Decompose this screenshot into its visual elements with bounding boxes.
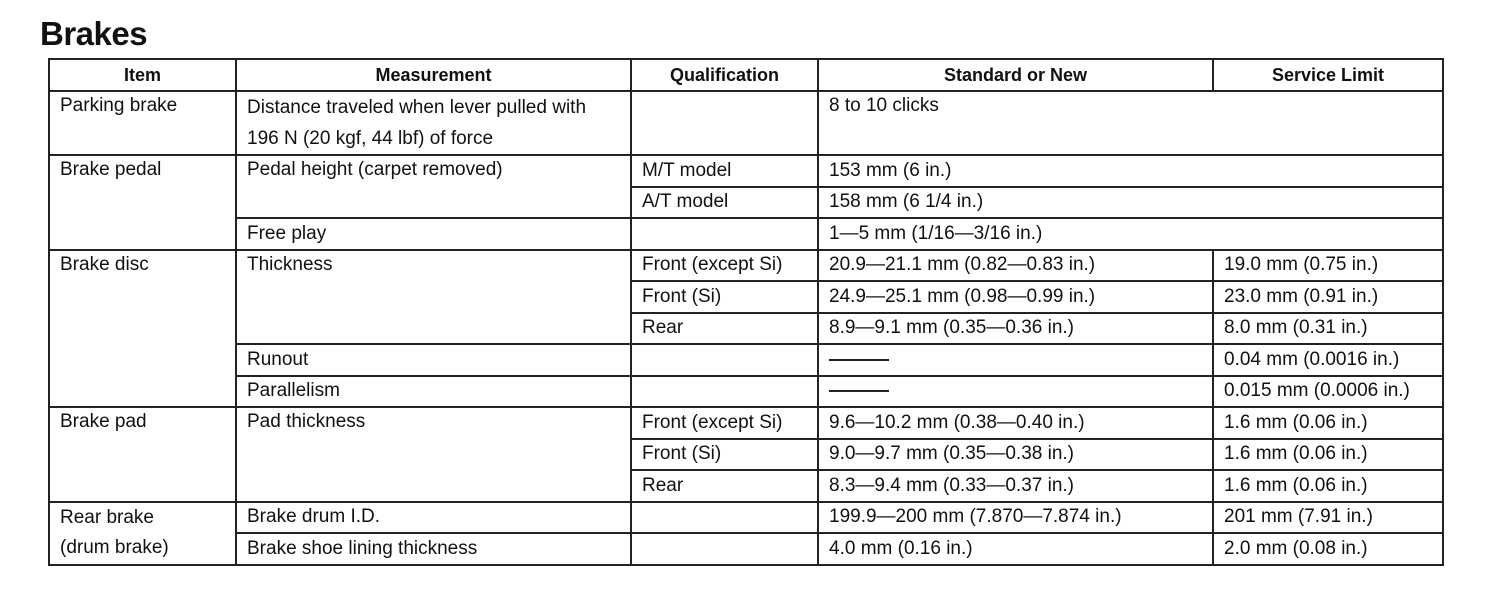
limit-disc-front-except-si: 19.0 mm (0.75 in.): [1213, 250, 1443, 282]
standard-shoe-lining: 4.0 mm (0.16 in.): [818, 533, 1213, 565]
standard-at-pedal-height: 158 mm (6 1/4 in.): [818, 187, 1443, 219]
item-brake-pedal: Brake pedal: [49, 155, 236, 250]
standard-free-play: 1—5 mm (1/16—3/16 in.): [818, 218, 1443, 250]
qualification-cell: [631, 218, 818, 250]
measurement-parking-distance: Distance traveled when lever pulled with 196 N (20 kgf, 44 lbf) of force: [236, 91, 631, 155]
standard-drum-id: 199.9—200 mm (7.870—7.874 in.): [818, 502, 1213, 534]
measurement-disc-thickness: Thickness: [236, 250, 631, 345]
measurement-drum-id: Brake drum I.D.: [236, 502, 631, 534]
limit-shoe-lining: 2.0 mm (0.08 in.): [1213, 533, 1443, 565]
qualification-rear: Rear: [631, 470, 818, 502]
table-header-row: [49, 59, 1443, 91]
qualification-front-except-si: Front (except Si): [631, 250, 818, 282]
measurement-free-play: Free play: [236, 218, 631, 250]
limit-disc-front-si: 23.0 mm (0.91 in.): [1213, 281, 1443, 313]
item-rear-brake: Rear brake: [49, 502, 236, 534]
item-brake-pad: Brake pad: [49, 407, 236, 502]
measurement-runout: Runout: [236, 344, 631, 376]
qualification-front-except-si: Front (except Si): [631, 407, 818, 439]
table-row: [49, 344, 1443, 376]
dash-placeholder: [829, 359, 889, 361]
qualification-at-model: A/T model: [631, 187, 818, 219]
qualification-rear: Rear: [631, 313, 818, 345]
limit-drum-id: 201 mm (7.91 in.): [1213, 502, 1443, 534]
table-row: [49, 218, 1443, 250]
qualification-cell: [631, 502, 818, 534]
limit-pad-front-except-si: 1.6 mm (0.06 in.): [1213, 407, 1443, 439]
standard-disc-front-except-si: 20.9—21.1 mm (0.82—0.83 in.): [818, 250, 1213, 282]
standard-pad-front-si: 9.0—9.7 mm (0.35—0.38 in.): [818, 439, 1213, 471]
table-row: [49, 250, 1443, 282]
item-brake-disc: Brake disc: [49, 250, 236, 408]
item-rear-brake-type: (drum brake): [49, 533, 236, 565]
qualification-cell: [631, 533, 818, 565]
qualification-front-si: Front (Si): [631, 281, 818, 313]
qualification-cell: [631, 91, 818, 155]
measurement-shoe-lining: Brake shoe lining thickness: [236, 533, 631, 565]
qualification-cell: [631, 344, 818, 376]
standard-pad-rear: 8.3—9.4 mm (0.33—0.37 in.): [818, 470, 1213, 502]
limit-disc-rear: 8.0 mm (0.31 in.): [1213, 313, 1443, 345]
standard-disc-front-si: 24.9—25.1 mm (0.98—0.99 in.): [818, 281, 1213, 313]
header-qualification: Qualification: [631, 59, 818, 91]
standard-runout-none: [818, 344, 1213, 376]
limit-parallelism: 0.015 mm (0.0006 in.): [1213, 376, 1443, 408]
measurement-parallelism: Parallelism: [236, 376, 631, 408]
table-row: [49, 533, 1443, 565]
header-measurement: Measurement: [236, 59, 631, 91]
table-row: [49, 155, 1443, 187]
standard-parallelism-none: [818, 376, 1213, 408]
brakes-spec-table: [48, 58, 1444, 566]
header-standard: Standard or New: [818, 59, 1213, 91]
limit-pad-rear: 1.6 mm (0.06 in.): [1213, 470, 1443, 502]
table-row: [49, 376, 1443, 408]
table-row: [49, 407, 1443, 439]
header-item: Item: [49, 59, 236, 91]
table-row: [49, 502, 1443, 534]
qualification-mt-model: M/T model: [631, 155, 818, 187]
item-parking-brake: Parking brake: [49, 91, 236, 155]
standard-disc-rear: 8.9—9.1 mm (0.35—0.36 in.): [818, 313, 1213, 345]
qualification-cell: [631, 376, 818, 408]
limit-pad-front-si: 1.6 mm (0.06 in.): [1213, 439, 1443, 471]
header-service-limit: Service Limit: [1213, 59, 1443, 91]
dash-placeholder: [829, 390, 889, 392]
page-title: Brakes: [40, 15, 148, 52]
measurement-pedal-height: Pedal height (carpet removed): [236, 155, 631, 218]
standard-pad-front-except-si: 9.6—10.2 mm (0.38—0.40 in.): [818, 407, 1213, 439]
standard-parking-clicks: 8 to 10 clicks: [818, 91, 1443, 155]
measurement-pad-thickness: Pad thickness: [236, 407, 631, 502]
qualification-front-si: Front (Si): [631, 439, 818, 471]
limit-runout: 0.04 mm (0.0016 in.): [1213, 344, 1443, 376]
standard-mt-pedal-height: 153 mm (6 in.): [818, 155, 1443, 187]
